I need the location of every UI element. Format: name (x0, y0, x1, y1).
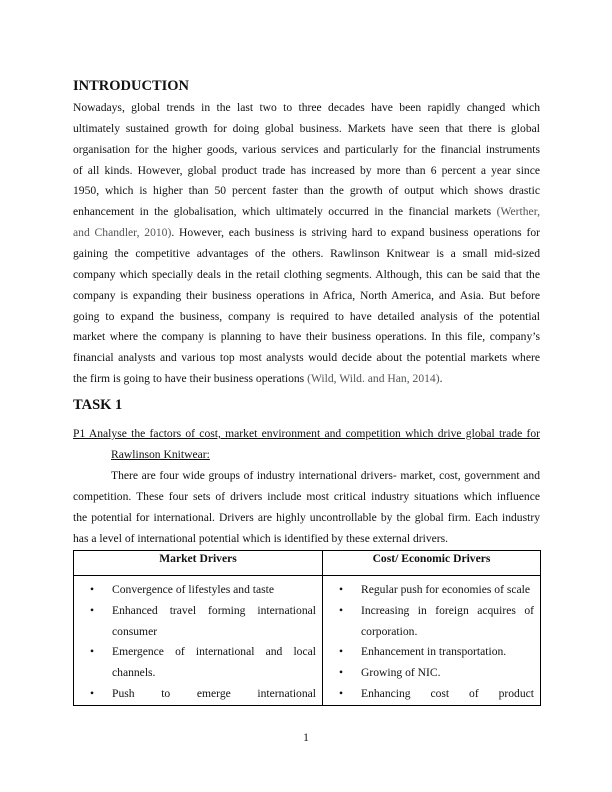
text-segment: company which specially deals in the retail clothing segments. Although, this can be said that the (73, 267, 540, 281)
task1-line: the potential for international. Drivers are highly uncontrollable by the global firm. Each industry (73, 510, 540, 524)
driver-text: Emergence of international and local channels. (112, 645, 316, 680)
bullet-icon: • (90, 645, 95, 659)
cost-drivers-list (323, 580, 534, 705)
intro-line (73, 122, 540, 136)
text-segment: company is expanding their business operations in Africa, North America, and Asia. But before (73, 288, 540, 302)
text-segment: . However, each business is striving hard to expand business operations for (171, 226, 540, 240)
bullet-icon: • (339, 603, 344, 617)
text-segment: ultimately sustained growth for doing global business. Markets have seen that there is global (73, 121, 540, 135)
bullet-icon: • (339, 583, 344, 596)
driver-item (323, 580, 534, 601)
driver-item (74, 601, 316, 643)
p1-heading-line2: Rawlinson Knitwear: (111, 448, 210, 461)
intro-line (73, 351, 540, 365)
text-segment: of all kinds. However, global product trade has increased by more than 6 percent a year since (73, 163, 540, 177)
text-segment: market where the company is planning to have their business operations. In this file, company’s (73, 330, 540, 344)
driver-text: Convergence of lifestyles and taste (112, 583, 275, 596)
bullet-icon: • (339, 645, 344, 659)
text-segment: enhancement in the globalisation, which ultimately occurred in the financial markets (73, 205, 497, 219)
intro-line (73, 184, 540, 198)
bullet-icon: • (90, 603, 95, 617)
text-segment: financial analysts and various top most analysts would decide about the potential markets where (73, 351, 540, 365)
intro-line (73, 330, 540, 344)
p1-heading-line1: P1 Analyse the factors of cost, market environment and competition which drive global trade for (73, 427, 540, 440)
intro-line (73, 205, 540, 219)
driver-text: Enhanced travel forming international consumer (112, 603, 316, 638)
intro-line (73, 268, 540, 282)
introduction-heading: INTRODUCTION (73, 78, 190, 94)
text-segment: 1950, which is higher than 50 percent faster than the growth of output which shows drastic (73, 184, 540, 198)
driver-text: Regular push for economies of scale (361, 583, 531, 596)
intro-line (73, 101, 540, 115)
text-segment: Nowadays, global trends in the last two to three decades have been rapidly changed which (73, 101, 540, 114)
page-number: 1 (303, 731, 309, 744)
drivers-table (73, 550, 541, 706)
text-segment: . (439, 372, 443, 386)
citation: (Werther, (496, 205, 540, 219)
market-drivers-list (74, 580, 316, 705)
intro-line (73, 247, 540, 261)
intro-line (73, 289, 540, 303)
task1-line: competition. These four sets of drivers include most critical industry situations which influence (73, 489, 540, 503)
task1-line: There are four wide groups of industry international drivers- market, cost, government and (111, 469, 540, 482)
cost-drivers-header: Cost/ Economic Drivers (323, 551, 541, 576)
market-drivers-header: Market Drivers (74, 551, 323, 576)
driver-item (323, 684, 534, 705)
driver-text: Enhancing cost of product (361, 686, 534, 700)
intro-line (73, 164, 540, 178)
driver-item (323, 663, 534, 684)
driver-item (323, 601, 534, 643)
driver-text: Push to emerge international (112, 686, 316, 700)
driver-text: Enhancement in transportation. (361, 645, 507, 659)
text-segment: gaining the competitive advantages of the others. Rawlinson Knitwear is a small mid-sized (73, 246, 540, 260)
driver-text: Increasing in foreign acquires of corporation. (361, 603, 534, 638)
bullet-icon: • (90, 686, 95, 700)
text-segment: organisation for the higher goods, various services and particularly for the financial instruments (73, 142, 540, 156)
citation: (Wild, Wild. and Han, 2014) (307, 372, 440, 386)
intro-line (73, 310, 540, 324)
driver-item (323, 642, 534, 663)
driver-item (74, 684, 316, 705)
bullet-icon: • (90, 583, 95, 596)
bullet-icon: • (339, 686, 344, 700)
driver-item (74, 642, 316, 684)
driver-item (74, 580, 316, 601)
text-segment: going to expand the business, company is required to have detailed analysis of the potential (73, 309, 540, 323)
intro-line (73, 143, 540, 157)
bullet-icon: • (339, 666, 344, 680)
citation: and Chandler, 2010) (73, 226, 172, 240)
intro-line (73, 372, 540, 386)
task1-line: has a level of international potential which is identified by these external drivers. (73, 531, 449, 545)
driver-text: Growing of NIC. (361, 666, 441, 680)
text-segment: the firm is going to have their business operations (73, 372, 308, 386)
task1-heading: TASK 1 (73, 397, 123, 413)
intro-line (73, 226, 540, 240)
